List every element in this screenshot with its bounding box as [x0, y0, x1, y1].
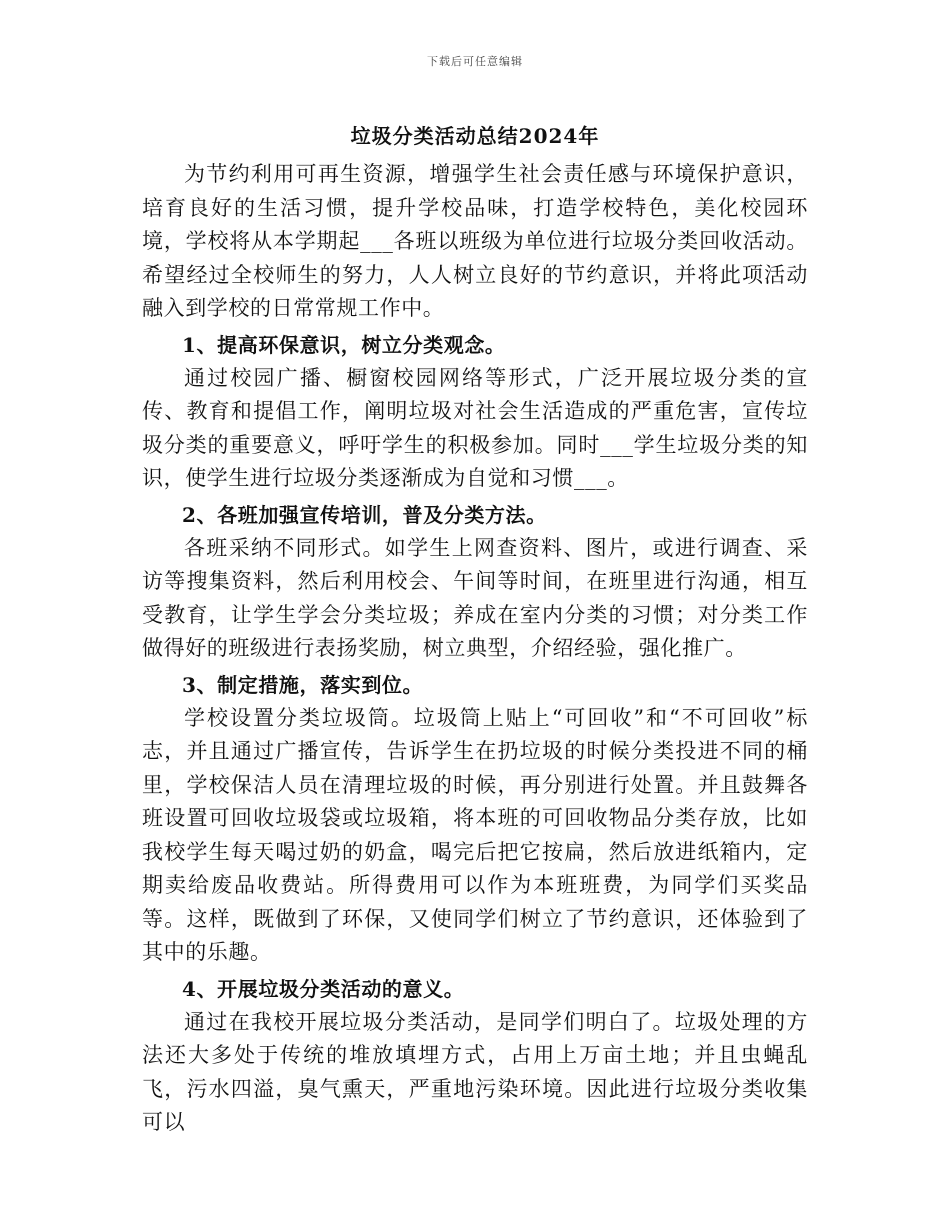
section-heading-2: 2、各班加强宣传培训，普及分类方法。	[182, 502, 547, 527]
intro-paragraph: 为节约利用可再生资源，增强学生社会责任感与环境保护意识，培育良好的生活习惯，提升学校品味，打造学校特色，美化校园环境，学校将从本学期起___各班以班级为单位进行垃圾分类回收活动。希望经过全校师生的努力，人人树立良好的节约意识，并将此项活动融入到学校的日常常规工作中。	[142, 162, 808, 320]
section-body-1: 通过校园广播、橱窗校园网络等形式，广泛开展垃圾分类的宣传、教育和提倡工作，阐明垃圾对社会生活造成的严重危害，宣传垃圾分类的重要意义，呼吁学生的积极参加。同时___学生垃圾分类的知识，使学生进行垃圾分类逐渐成为自觉和习惯___。	[142, 365, 808, 490]
section-heading-1: 1、提高环保意识，树立分类观念。	[182, 332, 506, 357]
document-body	[142, 158, 808, 1140]
section-heading-3: 3、制定措施，落实到位。	[182, 672, 424, 697]
section-heading-4: 4、开展垃圾分类活动的意义。	[182, 976, 465, 1001]
header-note: 下载后可任意编辑	[427, 55, 523, 68]
document-title: 垃圾分类活动总结2024年	[350, 124, 600, 148]
section-body-3: 学校设置分类垃圾筒。垃圾筒上贴上“可回收”和“不可回收”标志，并且通过广播宣传，告诉学生在扔垃圾的时候分类投进不同的桶里，学校保洁人员在清理垃圾的时候，再分别进行处置。并且鼓舞各班设置可回收垃圾袋或垃圾箱，将本班的可回收物品分类存放，比如我校学生每天喝过奶的奶盒，喝完后把它按扁，然后放进纸箱内，定期卖给废品收费站。所得费用可以作为本班班费，为同学们买奖品等。这样，既做到了环保，又使同学们树立了节约意识，还体验到了其中的乐趣。	[142, 705, 808, 964]
section-body-4: 通过在我校开展垃圾分类活动，是同学们明白了。垃圾处理的方法还大多处于传统的堆放填埋方式，占用上万亩土地；并且虫蝇乱飞，污水四溢，臭气熏天，严重地污染环境。因此进行垃圾分类收集可以	[142, 1009, 808, 1134]
section-body-2: 各班采纳不同形式。如学生上网查资料、图片，或进行调查、采访等搜集资料，然后利用校会、午间等时间，在班里进行沟通，相互受教育，让学生学会分类垃圾；养成在室内分类的习惯；对分类工作做得好的班级进行表扬奖励，树立典型，介绍经验，强化推广。	[142, 535, 808, 660]
